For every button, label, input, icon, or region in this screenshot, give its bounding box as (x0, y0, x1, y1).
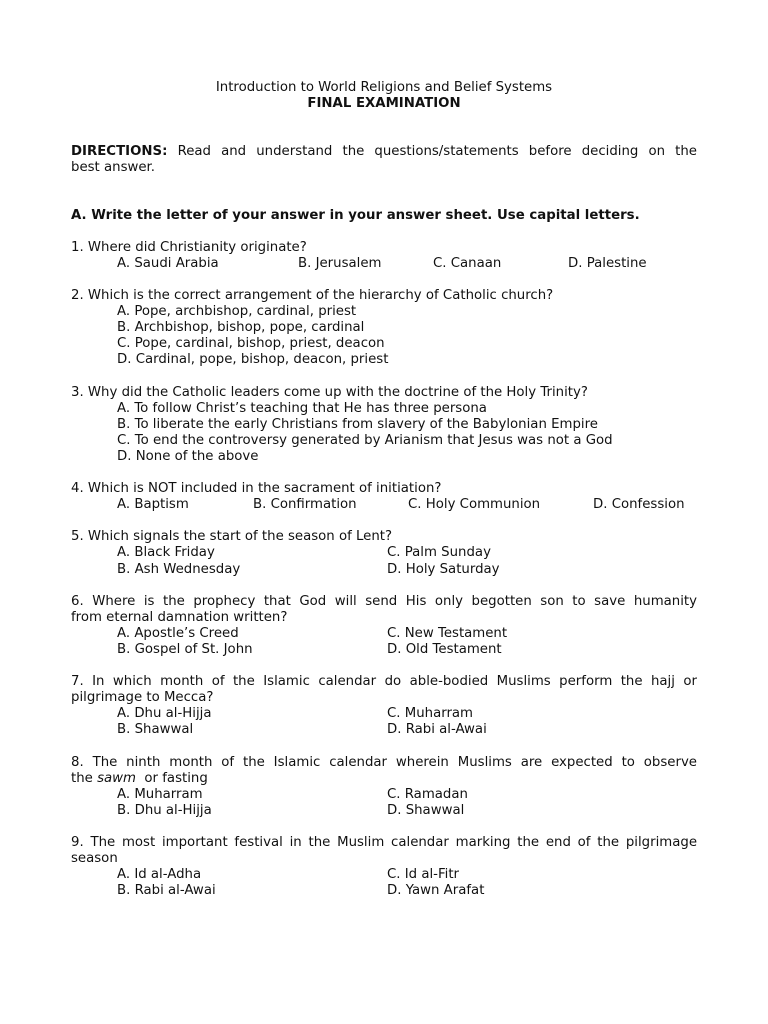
question-9: 9. The most important festival in the Muslim calendar marking the end of the pilgrimage (71, 835, 697, 850)
question-6-cont: from eternal damnation written? (71, 610, 288, 625)
option-7c: C. Muharram (387, 706, 474, 721)
question-5: 5. Which signals the start of the season of Lent? (71, 529, 393, 544)
question-2: 2. Which is the correct arrangement of the hierarchy of Catholic church? (71, 288, 554, 303)
option-5d: D. Holy Saturday (387, 562, 500, 577)
option-6a: A. Apostle’s Creed (117, 626, 239, 641)
question-8-cont (71, 771, 208, 787)
option-5a: A. Black Friday (117, 545, 215, 560)
question-8-post: or fasting (135, 771, 208, 786)
question-8: 8. The ninth month of the Islamic calendar wherein Muslims are expected to observe (71, 755, 697, 770)
question-4: 4. Which is NOT included in the sacrament of initiation? (71, 481, 442, 496)
option-9d: D. Yawn Arafat (387, 883, 485, 898)
directions-line-2: best answer. (71, 160, 156, 175)
option-6b: B. Gospel of St. John (117, 642, 253, 657)
option-1c: C. Canaan (433, 256, 502, 271)
question-9-cont: season (71, 851, 118, 866)
question-6: 6. Where is the prophecy that God will send His only begotten son to save humanity (71, 594, 697, 609)
option-2b: B. Archbishop, bishop, pope, cardinal (117, 320, 365, 335)
option-8b: B. Dhu al-Hijja (117, 803, 212, 818)
option-7d: D. Rabi al-Awai (387, 722, 487, 737)
option-8a: A. Muharram (117, 787, 203, 802)
option-5c: C. Palm Sunday (387, 545, 491, 560)
option-6c: C. New Testament (387, 626, 508, 641)
option-9c: C. Id al-Fitr (387, 867, 460, 882)
option-3c: C. To end the controversy generated by Arianism that Jesus was not a God (117, 433, 613, 448)
option-2a: A. Pope, archbishop, cardinal, priest (117, 304, 357, 319)
option-7a: A. Dhu al-Hijja (117, 706, 212, 721)
directions-text: Read and understand the questions/statements before deciding on the (177, 144, 697, 159)
question-8-sawm: sawm (97, 771, 136, 786)
option-2c: C. Pope, cardinal, bishop, priest, deacon (117, 336, 385, 351)
option-8d: D. Shawwal (387, 803, 465, 818)
option-1b: B. Jerusalem (298, 256, 382, 271)
option-1a: A. Saudi Arabia (117, 256, 219, 271)
exam-title: FINAL EXAMINATION (307, 96, 461, 111)
question-8-pre: the (71, 771, 98, 786)
option-1d: D. Palestine (568, 256, 647, 271)
option-7b: B. Shawwal (117, 722, 194, 737)
question-3: 3. Why did the Catholic leaders come up with the doctrine of the Holy Trinity? (71, 385, 588, 400)
question-1: 1. Where did Christianity originate? (71, 240, 307, 255)
option-8c: C. Ramadan (387, 787, 468, 802)
directions-label: DIRECTIONS: (71, 144, 168, 159)
option-4a: A. Baptism (117, 497, 189, 512)
option-3d: D. None of the above (117, 449, 259, 464)
option-3b: B. To liberate the early Christians from slavery of the Babylonian Empire (117, 417, 598, 432)
option-3a: A. To follow Christ’s teaching that He has three persona (117, 401, 487, 416)
question-7: 7. In which month of the Islamic calendar do able-bodied Muslims perform the hajj or (71, 674, 697, 689)
option-5b: B. Ash Wednesday (117, 562, 241, 577)
option-2d: D. Cardinal, pope, bishop, deacon, priest (117, 352, 389, 367)
option-9b: B. Rabi al-Awai (117, 883, 216, 898)
section-a-instruction: A. Write the letter of your answer in your answer sheet. Use capital letters. (71, 208, 640, 223)
option-4c: C. Holy Communion (408, 497, 541, 512)
option-4b: B. Confirmation (253, 497, 357, 512)
course-title: Introduction to World Religions and Belief Systems (215, 80, 553, 95)
option-9a: A. Id al-Adha (117, 867, 202, 882)
option-4d: D. Confession (593, 497, 685, 512)
question-7-cont: pilgrimage to Mecca? (71, 690, 214, 705)
option-6d: D. Old Testament (387, 642, 502, 657)
directions-line-1 (71, 144, 697, 160)
